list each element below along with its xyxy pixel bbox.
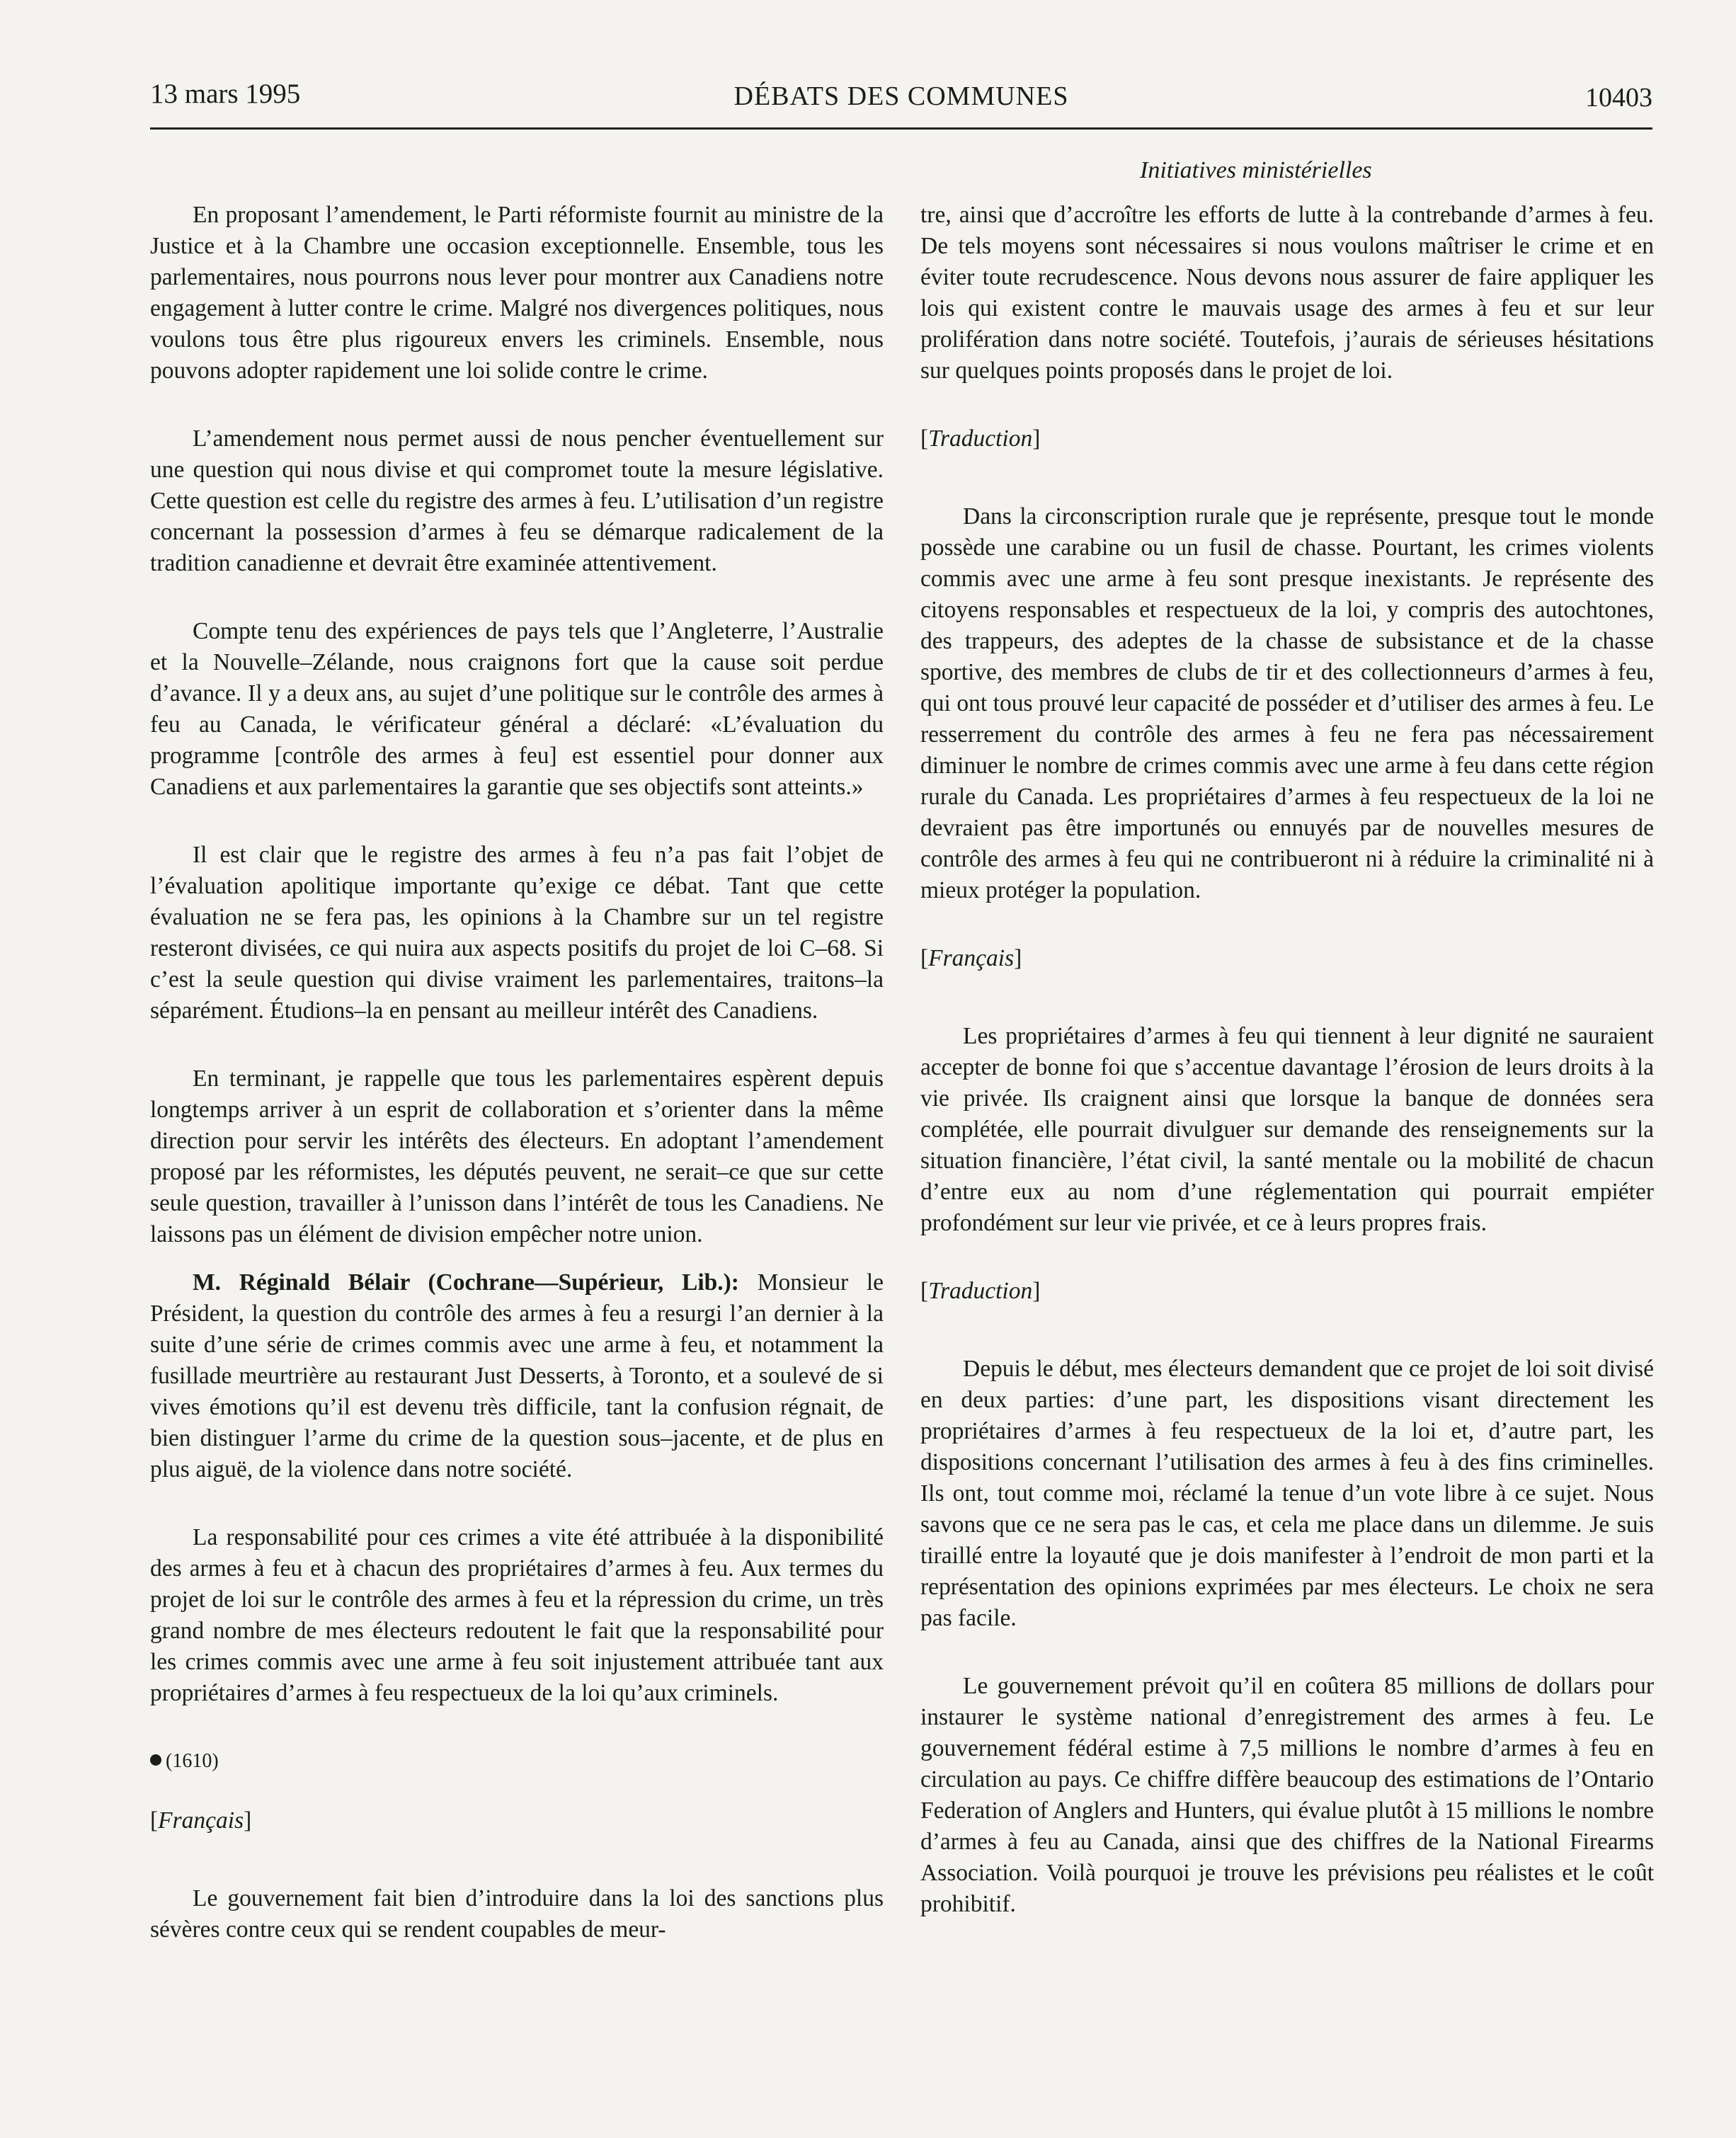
paragraph: En proposant l’amendement, le Parti réformiste fournit au ministre de la Justice et à la Chambre une occasion exceptionnelle. Ensemble, tous les parlementaires, nous pourrons nous lever pour montrer aux Canadiens notre engagement à lutter contre le crime. Malgré nos divergences politiques, nous voulons tous être plus rigoureux envers les criminels. Ensemble, nous pouvons adopter rapidement une loi solide contre le crime. [150, 202, 884, 384]
language-tag-text: Français [158, 1807, 244, 1834]
timestamp [150, 1746, 884, 1777]
paragraph: En terminant, je rappelle que tous les parlementaires espèrent depuis longtemps arriver à un esprit de collaboration et s’orienter dans la même direction pour servir les intérêts des électeurs. En adoptant l’amendement proposé par les réformistes, les députés peuvent, ne serait–ce que sur cette seule question, travailler à l’unisson dans l’intérêt de tous les Canadiens. Ne laissons pas un élément de division empêcher notre union. [150, 1065, 884, 1247]
speaker-name: M. Réginald Bélair (Cochrane—Supérieur, Lib.): [193, 1269, 739, 1296]
right-column [920, 200, 1654, 1957]
speaker-paragraph [150, 1267, 884, 1485]
paragraph: Il est clair que le registre des armes à feu n’a pas fait l’objet de l’évaluation apolitique importante qu’exige ce débat. Tant que cette évaluation ne se fera pas, les opinions à la Chambre sur un tel registre resteront divisées, ce qui nuira aux aspects positifs du projet de loi C–68. Si c’est la seule question qui divise vraiment les parlementaires, traitons–la séparément. Étudions–la en pensant au meilleur intérêt des Canadiens. [150, 842, 884, 1024]
paragraph: L’amendement nous permet aussi de nous pencher éventuellement sur une question qui nous divise et qui compromet toute la mesure législative. Cette question est celle du registre des armes à feu. L’utilisation d’un registre concernant la possession d’armes à feu se démarque radicalement de la tradition canadienne et devrait être examinée attentivement. [150, 425, 884, 576]
paragraph: La responsabilité pour ces crimes a vite été attribuée à la disponibilité des armes à feu et à chacun des propriétaires d’armes à feu. Aux termes du projet de loi sur le contrôle des armes à feu et la répression du crime, un très grand nombre de mes électeurs redoutent le fait que la responsabilité pour les crimes commis avec une arme à feu soit injustement attribuée tant aux propriétaires d’armes à feu respectueux de la loi qu’aux criminels. [150, 1524, 884, 1706]
language-tag: [Français] [920, 945, 1022, 971]
paragraph: Depuis le début, mes électeurs demandent que ce projet de loi soit divisé en deux parties: d’une part, les dispositions visant directement les propriétaires d’armes à feu respectueux de la loi et, d’autre part, les dispositions concernant l’utilisation des armes à feu à des fins criminelles. Ils ont, tout comme moi, réclamé la tenue d’un vote libre à ce sujet. Nous savons que ce ne sera pas le cas, et cela me place dans un dilemme. Je suis tiraillé entre la loyauté que je dois manifester à l’endroit de mon parti et la représentation des opinions exprimées par mes électeurs. Le choix ne sera pas facile. [920, 1356, 1654, 1631]
language-tag: [Traduction] [920, 425, 1041, 452]
page-header [150, 78, 1652, 120]
language-tag-text: Traduction [928, 425, 1033, 452]
paragraph: Dans la circonscription rurale que je représente, presque tout le monde possède une carabine ou un fusil de chasse. Pourtant, les crimes violents commis avec une arme à feu sont presque inexistants. Je représente des citoyens responsables et respectueux de la loi, y compris des autochtones, des trappeurs, des adeptes de la chasse de subsistance et de la chasse sportive, des membres de clubs de tir et des collectionneurs d’armes à feu, qui ont tous prouvé leur capacité de posséder et d’utiliser des armes à feu. Le resserrement du contrôle des armes à feu ne fera pas nécessairement diminuer le nombre de crimes commis avec une arme à feu dans cette région rurale du Canada. Les propriétaires d’armes à feu respectueux de la loi ne devraient pas être importunés ou ennuyés par de nouvelles mesures de contrôle des armes à feu qui ne contribueront ni à réduire la criminalité ni à mieux protéger la population. [920, 503, 1654, 903]
speech-text: Monsieur le Président, la question du contrôle des armes à feu a resurgi l’an dernier à la suite d’une série de crimes commis avec une arme à feu, et notamment la fusillade meurtrière au restaurant Just Desserts, à Toronto, et a soulevé de si vives émotions qu’il est devenu très difficile, tant la confusion régnait, de bien distinguer l’arme du crime de la question sous–jacente, et de plus en plus aiguë, de la violence dans notre société. [150, 1269, 884, 1482]
timestamp-text: (1610) [166, 1750, 219, 1772]
left-column [150, 200, 884, 1982]
paragraph: Le gouvernement prévoit qu’il en coûtera 85 millions de dollars pour instaurer le système national d’enregistrement des armes à feu. Le gouvernement fédéral estime à 7,5 millions le nombre d’armes à feu en circulation au pays. Ce chiffre diffère beaucoup des estimations de l’Ontario Federation of Anglers and Hunters, qui évalue plutôt à 15 millions le nombre d’armes à feu au Canada, ainsi que des chiffres de la National Firearms Association. Voilà pourquoi je trouve les prévisions peu réalistes et le coût prohibitif. [920, 1673, 1654, 1917]
header-title: DÉBATS DES COMMUNES [733, 81, 1069, 111]
language-tag: [Traduction] [920, 1278, 1041, 1304]
section-label: Initiatives ministérielles [1140, 157, 1372, 183]
paragraph: Compte tenu des expériences de pays tels que l’Angleterre, l’Australie et la Nouvelle–Zélande, nous craignons fort que la cause soit perdue d’avance. Il y a deux ans, au sujet d’une politique sur le contrôle des armes à feu au Canada, le vérificateur général a déclaré: «L’évaluation du programme [contrôle des armes à feu] est essentiel pour donner aux Canadiens et aux parlementaires la garantie que ses objectifs sont atteints.» [150, 618, 884, 800]
header-page-number: 10403 [1585, 83, 1652, 113]
paragraph: tre, ainsi que d’accroître les efforts de lutte à la contrebande d’armes à feu. De tels moyens sont nécessaires si nous voulons maîtriser le crime et en éviter toute recrudescence. Nous devons nous assurer de faire appliquer les lois qui existent contre le mauvais usage des armes à feu et sur leur prolifération dans notre société. Toutefois, j’aurais de sérieuses hésitations sur quelques points proposés dans le projet de loi. [920, 202, 1654, 384]
bullet-icon [150, 1754, 161, 1766]
paragraph: Le gouvernement fait bien d’introduire dans la loi des sanctions plus sévères contre ceux qui se rendent coupables de meur- [150, 1885, 884, 1943]
header-rule [150, 127, 1652, 130]
header-date: 13 mars 1995 [150, 79, 301, 109]
language-tag-text: Traduction [928, 1278, 1033, 1304]
language-tag: [Français] [150, 1807, 252, 1834]
language-tag-text: Français [928, 945, 1015, 971]
paragraph: Les propriétaires d’armes à feu qui tiennent à leur dignité ne sauraient accepter de bonne foi que s’accentue davantage l’érosion de leurs droits à la vie privée. Ils craignent ainsi que lorsque la banque de données sera complétée, elle pourrait divulguer sur demande des renseignements sur la situation financière, l’état civil, la santé mentale ou la mobilité de chacun d’entre eux au nom d’une réglementation qui pourrait empiéter profondément sur leur vie privée, et ce à leurs propres frais. [920, 1023, 1654, 1236]
